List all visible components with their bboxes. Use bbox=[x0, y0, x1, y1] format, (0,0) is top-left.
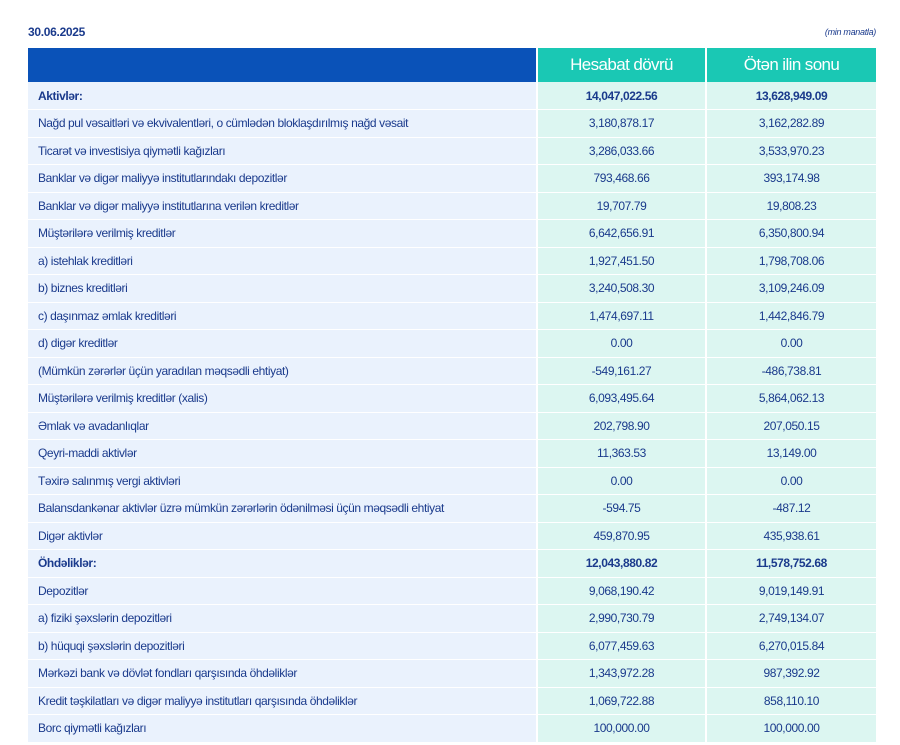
value-current-period: 793,468.66 bbox=[537, 165, 706, 193]
table-row bbox=[28, 660, 876, 688]
value-current-period: 3,286,033.66 bbox=[537, 137, 706, 165]
row-label: Müştərilərə verilmiş kreditlər (xalis) bbox=[28, 385, 537, 413]
value-previous-year-end: 3,109,246.09 bbox=[706, 275, 876, 303]
table-row bbox=[28, 137, 876, 165]
value-current-period: -549,161.27 bbox=[537, 357, 706, 385]
table-row bbox=[28, 247, 876, 275]
value-previous-year-end: 11,578,752.68 bbox=[706, 550, 876, 578]
table-row bbox=[28, 577, 876, 605]
table-row bbox=[28, 495, 876, 523]
unit-note: (min manatla) bbox=[824, 27, 876, 37]
value-current-period: 2,990,730.79 bbox=[537, 605, 706, 633]
table-row bbox=[28, 550, 876, 578]
value-previous-year-end: 6,270,015.84 bbox=[706, 632, 876, 660]
column-header-current-period: Hesabat dövrü bbox=[537, 48, 706, 82]
table-row bbox=[28, 357, 876, 385]
value-current-period: 100,000.00 bbox=[537, 715, 706, 743]
value-current-period: 459,870.95 bbox=[537, 522, 706, 550]
value-current-period: 0.00 bbox=[537, 330, 706, 358]
value-current-period: 3,180,878.17 bbox=[537, 110, 706, 138]
table-row bbox=[28, 385, 876, 413]
row-label: Digər aktivlər bbox=[28, 522, 537, 550]
row-label: Kredit təşkilatları və digər maliyyə institutları qarşısında öhdəliklər bbox=[28, 687, 537, 715]
row-label: Ticarət və investisiya qiymətli kağızları bbox=[28, 137, 537, 165]
value-previous-year-end: 13,149.00 bbox=[706, 440, 876, 468]
value-previous-year-end: -487.12 bbox=[706, 495, 876, 523]
row-label: Aktivlər: bbox=[28, 82, 537, 110]
value-previous-year-end: 5,864,062.13 bbox=[706, 385, 876, 413]
value-current-period: 0.00 bbox=[537, 467, 706, 495]
value-previous-year-end: 207,050.15 bbox=[706, 412, 876, 440]
value-current-period: 6,077,459.63 bbox=[537, 632, 706, 660]
row-label: Əmlak və avadanlıqlar bbox=[28, 412, 537, 440]
value-current-period: 1,069,722.88 bbox=[537, 687, 706, 715]
row-label: d) digər kreditlər bbox=[28, 330, 537, 358]
value-current-period: -594.75 bbox=[537, 495, 706, 523]
row-label: Nağd pul vəsaitləri və ekvivalentləri, o cümlədən bloklaşdırılmış nağd vəsait bbox=[28, 110, 537, 138]
value-previous-year-end: 9,019,149.91 bbox=[706, 577, 876, 605]
value-current-period: 3,240,508.30 bbox=[537, 275, 706, 303]
value-current-period: 6,093,495.64 bbox=[537, 385, 706, 413]
value-previous-year-end: 6,350,800.94 bbox=[706, 220, 876, 248]
table-row bbox=[28, 110, 876, 138]
value-current-period: 11,363.53 bbox=[537, 440, 706, 468]
value-previous-year-end: 0.00 bbox=[706, 467, 876, 495]
balance-sheet-table bbox=[28, 48, 876, 743]
value-previous-year-end: 435,938.61 bbox=[706, 522, 876, 550]
value-previous-year-end: 1,798,708.06 bbox=[706, 247, 876, 275]
row-label: b) biznes kreditləri bbox=[28, 275, 537, 303]
value-previous-year-end: 0.00 bbox=[706, 330, 876, 358]
value-current-period: 6,642,656.91 bbox=[537, 220, 706, 248]
value-current-period: 1,474,697.11 bbox=[537, 302, 706, 330]
value-current-period: 9,068,190.42 bbox=[537, 577, 706, 605]
table-row bbox=[28, 687, 876, 715]
row-label: Öhdəliklər: bbox=[28, 550, 537, 578]
value-current-period: 14,047,022.56 bbox=[537, 82, 706, 110]
row-label: Borc qiymətli kağızları bbox=[28, 715, 537, 743]
row-label: Balansdankənar aktivlər üzrə mümkün zərərlərin ödənilməsi üçün məqsədli ehtiyat bbox=[28, 495, 537, 523]
row-label: c) daşınmaz əmlak kreditləri bbox=[28, 302, 537, 330]
value-current-period: 19,707.79 bbox=[537, 192, 706, 220]
row-label: Banklar və digər maliyyə institutlarına verilən kreditlər bbox=[28, 192, 537, 220]
report-header bbox=[28, 25, 876, 43]
table-header-row bbox=[28, 48, 876, 82]
row-label: (Mümkün zərərlər üçün yaradılan məqsədli ehtiyat) bbox=[28, 357, 537, 385]
row-label: b) hüquqi şəxslərin depozitləri bbox=[28, 632, 537, 660]
table-row bbox=[28, 412, 876, 440]
table-row bbox=[28, 522, 876, 550]
value-previous-year-end: -486,738.81 bbox=[706, 357, 876, 385]
value-previous-year-end: 987,392.92 bbox=[706, 660, 876, 688]
table-row bbox=[28, 82, 876, 110]
value-current-period: 1,927,451.50 bbox=[537, 247, 706, 275]
table-body bbox=[28, 82, 876, 742]
row-label: Təxirə salınmış vergi aktivləri bbox=[28, 467, 537, 495]
row-label: Müştərilərə verilmiş kreditlər bbox=[28, 220, 537, 248]
value-previous-year-end: 13,628,949.09 bbox=[706, 82, 876, 110]
value-previous-year-end: 393,174.98 bbox=[706, 165, 876, 193]
value-previous-year-end: 19,808.23 bbox=[706, 192, 876, 220]
table-row bbox=[28, 330, 876, 358]
table-row bbox=[28, 275, 876, 303]
table-row bbox=[28, 165, 876, 193]
row-label: Banklar və digər maliyyə institutlarındakı depozitlər bbox=[28, 165, 537, 193]
table-row bbox=[28, 302, 876, 330]
value-previous-year-end: 100,000.00 bbox=[706, 715, 876, 743]
value-current-period: 202,798.90 bbox=[537, 412, 706, 440]
row-label: Mərkəzi bank və dövlət fondları qarşısında öhdəliklər bbox=[28, 660, 537, 688]
value-previous-year-end: 1,442,846.79 bbox=[706, 302, 876, 330]
report-date: 30.06.2025 bbox=[28, 25, 86, 39]
value-previous-year-end: 2,749,134.07 bbox=[706, 605, 876, 633]
row-label: Depozitlər bbox=[28, 577, 537, 605]
column-header-label bbox=[28, 48, 537, 82]
value-previous-year-end: 3,533,970.23 bbox=[706, 137, 876, 165]
value-current-period: 1,343,972.28 bbox=[537, 660, 706, 688]
table-row bbox=[28, 605, 876, 633]
column-header-previous-year-end: Ötən ilin sonu bbox=[706, 48, 876, 82]
row-label: a) fiziki şəxslərin depozitləri bbox=[28, 605, 537, 633]
value-previous-year-end: 3,162,282.89 bbox=[706, 110, 876, 138]
value-current-period: 12,043,880.82 bbox=[537, 550, 706, 578]
table-row bbox=[28, 467, 876, 495]
table-row bbox=[28, 632, 876, 660]
row-label: Qeyri-maddi aktivlər bbox=[28, 440, 537, 468]
value-previous-year-end: 858,110.10 bbox=[706, 687, 876, 715]
row-label: a) istehlak kreditləri bbox=[28, 247, 537, 275]
table-row bbox=[28, 440, 876, 468]
table-row bbox=[28, 192, 876, 220]
table-row bbox=[28, 715, 876, 743]
table-row bbox=[28, 220, 876, 248]
